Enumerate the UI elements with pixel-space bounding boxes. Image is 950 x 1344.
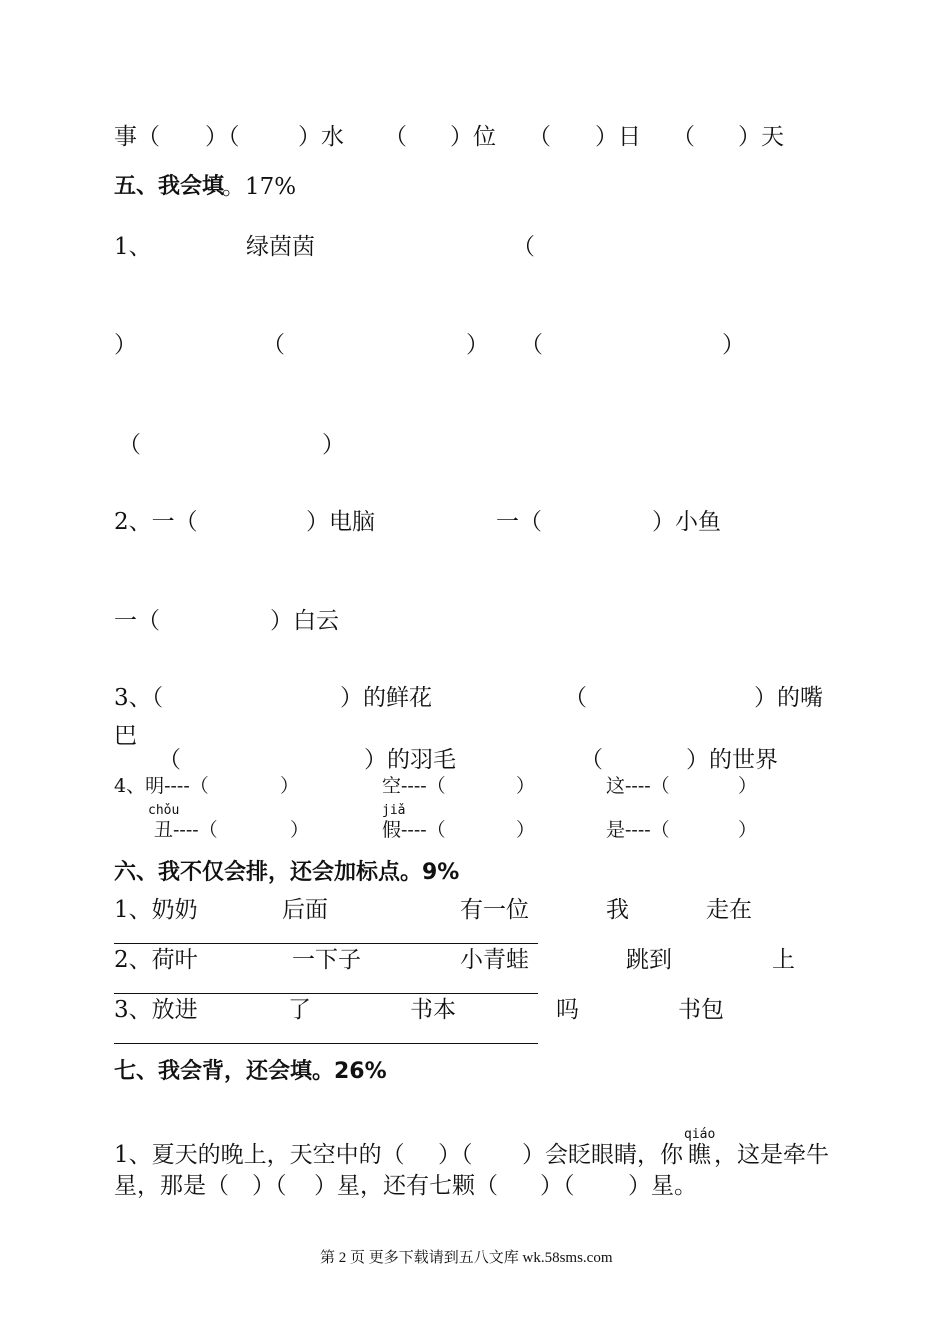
- s7-text: ）（: [540, 1173, 575, 1199]
- q4-text: 4、明----（: [114, 775, 209, 797]
- q4-text: 空----（: [382, 775, 446, 797]
- q1-bracket: ）: [466, 332, 489, 358]
- q1-bracket: ）: [722, 332, 745, 358]
- q3-text: （: [158, 747, 181, 773]
- s1-word: 有一位: [460, 897, 529, 923]
- q1-bracket: ）: [322, 432, 345, 458]
- s7-text: ，这是牵牛: [714, 1142, 829, 1168]
- row1-text: ）位: [450, 124, 496, 150]
- answer-line: [114, 1043, 538, 1044]
- q2-text: 2、一（: [114, 509, 198, 535]
- q4-text: ）: [738, 819, 758, 841]
- q3-text: ）的鲜花: [340, 685, 432, 711]
- answer-line: [114, 943, 538, 944]
- q2-text: 一（: [114, 608, 160, 634]
- s3-word: 吗: [556, 997, 579, 1023]
- s7-text: 瞧: [688, 1142, 711, 1168]
- q4-text: 丑----（: [154, 819, 218, 841]
- s1-word: 走在: [706, 897, 752, 923]
- q1-bracket: （: [262, 332, 285, 358]
- row1-text: ）天: [738, 124, 784, 150]
- s7-text: ）会眨眼睛，你: [522, 1142, 683, 1168]
- q4-text: 这----（: [606, 775, 670, 797]
- q4-text: ）: [290, 819, 310, 841]
- row1-text: 事（: [114, 124, 160, 150]
- s2-word: 2、荷叶: [114, 947, 198, 973]
- s2-word: 上: [772, 947, 795, 973]
- q1-number: 1、: [114, 234, 152, 260]
- s2-word: 小青蛙: [460, 947, 529, 973]
- q3-text: 巴: [114, 723, 137, 749]
- pinyin-qiao: qiáo: [684, 1127, 716, 1142]
- s7-text: 星，那是（: [114, 1173, 229, 1199]
- q4-text: 假----（: [382, 819, 446, 841]
- answer-line: [114, 993, 538, 994]
- section6-title: 六、我不仅会排，还会加标点。9%: [114, 860, 460, 885]
- q4-text: ）: [516, 819, 536, 841]
- row1-text: ）日: [595, 124, 641, 150]
- q3-text: ）的世界: [686, 747, 778, 773]
- q4-text: ）: [516, 775, 536, 797]
- q2-text: 一（: [496, 509, 542, 535]
- s7-text: 1、夏天的晚上，天空中的（: [114, 1142, 405, 1168]
- q4-text: 是----（: [606, 819, 670, 841]
- s1-word: 我: [606, 897, 629, 923]
- q4-text: ）: [280, 775, 300, 797]
- s7-text: ）（: [252, 1173, 287, 1199]
- s7-text: ）（: [438, 1142, 473, 1168]
- s7-text: ）星，还有七颗（: [314, 1173, 498, 1199]
- q1-bracket: （: [118, 432, 141, 458]
- q1-bracket: （: [512, 234, 535, 260]
- section7-title: 七、我会背，还会填。26%: [114, 1059, 387, 1084]
- q3-text: （: [580, 747, 603, 773]
- s2-word: 跳到: [626, 947, 672, 973]
- s1-word: 1、奶奶: [114, 897, 198, 923]
- q1-bracket: （: [520, 332, 543, 358]
- section5-score: 。17%: [222, 174, 297, 200]
- row1-text: （: [384, 124, 407, 150]
- s3-word: 了: [288, 997, 311, 1023]
- q3-text: ）的嘴: [754, 685, 823, 711]
- q4-text: ）: [738, 775, 758, 797]
- q2-text: ）白云: [270, 608, 339, 634]
- q1-word: 绿茵茵: [246, 234, 315, 260]
- q1-bracket: ）: [114, 332, 137, 358]
- s3-word: 书包: [678, 997, 724, 1023]
- s3-word: 书本: [410, 997, 456, 1023]
- s1-word: 后面: [282, 897, 328, 923]
- row1-text: （: [672, 124, 695, 150]
- row1-text: ）（: [205, 124, 240, 150]
- s3-word: 3、放进: [114, 997, 198, 1023]
- section5-title: 五、我会填: [114, 174, 225, 199]
- q3-text: ）的羽毛: [364, 747, 456, 773]
- q2-text: ）电脑: [306, 509, 375, 535]
- q2-text: ）小鱼: [652, 509, 721, 535]
- row1-text: ）水: [298, 124, 344, 150]
- s2-word: 一下子: [292, 947, 361, 973]
- row1-text: （: [528, 124, 551, 150]
- q3-text: 3、（: [114, 685, 164, 711]
- pinyin-chou: chǒu: [148, 803, 180, 818]
- page-footer: 第 2 页 更多下载请到五八文库 wk.58sms.com: [320, 1250, 613, 1266]
- s7-text: ）星。: [628, 1173, 697, 1199]
- q3-text: （: [564, 685, 587, 711]
- pinyin-jia: jiǎ: [382, 803, 406, 818]
